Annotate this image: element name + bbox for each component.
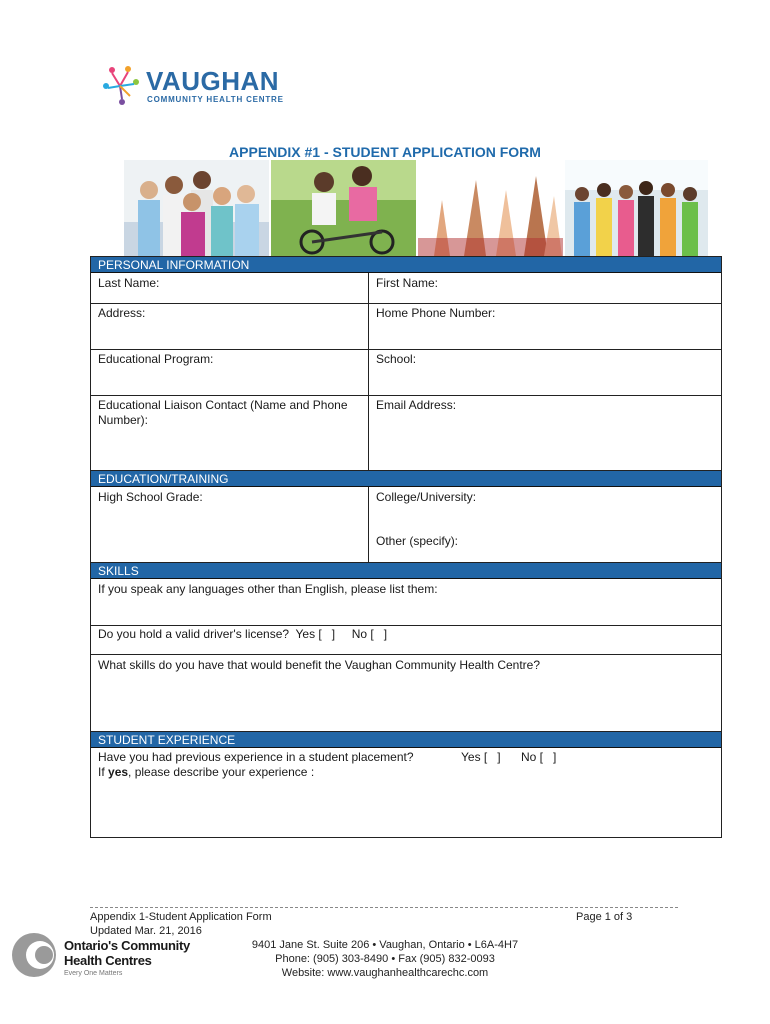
- ontario-chc-wordmark: [64, 938, 190, 968]
- educational-program-field[interactable]: Educational Program:: [98, 352, 214, 366]
- last-name-field[interactable]: Last Name:: [98, 276, 160, 290]
- row-divider: [91, 625, 721, 626]
- ontario-chc-tagline: Every One Matters: [64, 970, 123, 977]
- cyclists-photo: [271, 160, 416, 256]
- footer-document-name: Appendix 1-Student Application Form: [90, 911, 272, 923]
- liaison-contact-field[interactable]: Educational Liaison Contact (Name and Phone Number):: [98, 398, 348, 427]
- footer-phone-fax: Phone: (905) 303-8490 • Fax (905) 832-0093: [275, 953, 495, 965]
- if-yes-bold: yes: [108, 765, 129, 779]
- address-field[interactable]: Address:: [98, 306, 146, 320]
- raised-hands-photo: [418, 160, 563, 256]
- if-rest: , please describe your experience :: [128, 765, 315, 779]
- section-skills: SKILLS: [91, 563, 721, 579]
- footer-page-number: Page 1 of 3: [576, 911, 633, 923]
- home-phone-field[interactable]: Home Phone Number:: [376, 306, 496, 320]
- students-photo: [565, 160, 708, 256]
- languages-field[interactable]: If you speak any languages other than English, please list them:: [98, 582, 438, 596]
- application-form: [90, 256, 722, 838]
- logo-wordmark: VAUGHAN: [146, 66, 280, 96]
- header-photo-strip: [124, 160, 708, 256]
- row-divider: [91, 349, 721, 350]
- logo-subtitle: COMMUNITY HEALTH CENTRE: [147, 95, 284, 104]
- logo-people-icon: [100, 64, 142, 108]
- oc-line-2: Health Centres: [64, 953, 152, 968]
- first-name-field[interactable]: First Name:: [376, 276, 439, 290]
- column-divider: [368, 487, 369, 562]
- ontario-chc-logo: [10, 930, 190, 980]
- row-divider: [91, 395, 721, 396]
- vaughan-chc-logo: [100, 64, 290, 110]
- footer-divider: [90, 907, 678, 908]
- row-divider: [91, 303, 721, 304]
- previous-experience-question: Have you had previous experience in a student placement?: [98, 750, 414, 764]
- ontario-chc-icon: [10, 930, 60, 980]
- oc-line-1: Ontario's Community: [64, 938, 190, 953]
- footer-updated-date: Updated Mar. 21, 2016: [90, 925, 202, 937]
- footer-address: 9401 Jane St. Suite 206 • Vaughan, Ontario • L6A-4H7: [251, 939, 519, 951]
- page-title: APPENDIX #1 - STUDENT APPLICATION FORM: [229, 144, 541, 160]
- college-university-field[interactable]: College/University:: [376, 490, 477, 504]
- row-divider: [91, 654, 721, 655]
- school-field[interactable]: School:: [376, 352, 417, 366]
- section-student-experience: STUDENT EXPERIENCE: [91, 732, 721, 748]
- drivers-license-question[interactable]: Do you hold a valid driver's license? Yes [ ] No [ ]: [98, 627, 388, 641]
- email-address-field[interactable]: Email Address:: [376, 398, 457, 412]
- footer-website[interactable]: Website: www.vaughanhealthcarechc.com: [281, 967, 489, 979]
- experience-description-field[interactable]: [98, 765, 314, 780]
- high-school-grade-field[interactable]: High School Grade:: [98, 490, 203, 504]
- experience-yes-checkbox[interactable]: Yes [ ]: [461, 750, 501, 764]
- experience-no-checkbox[interactable]: No [ ]: [521, 750, 557, 764]
- other-specify-field[interactable]: Other (specify):: [376, 534, 459, 548]
- staff-photo: [124, 160, 269, 256]
- skills-benefit-field[interactable]: What skills do you have that would benefit the Vaughan Community Health Centre?: [98, 658, 541, 672]
- section-education-training: EDUCATION/TRAINING: [91, 471, 721, 487]
- section-personal-information: PERSONAL INFORMATION: [91, 257, 721, 273]
- if-prefix: If: [98, 765, 109, 779]
